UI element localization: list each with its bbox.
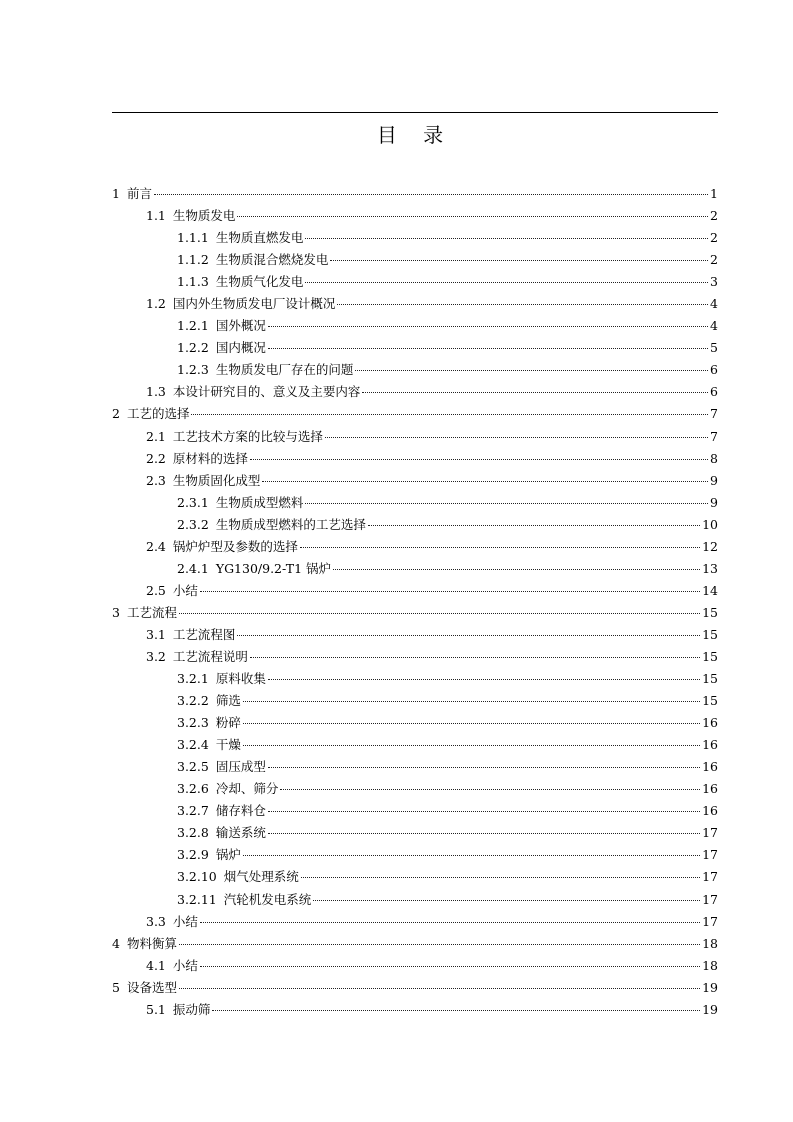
- toc-entry-page: 6: [710, 384, 718, 400]
- toc-dot-leader: [313, 900, 700, 901]
- toc-entry-title: 工艺技术方案的比较与选择: [172, 428, 323, 444]
- toc-entry-title: 粉碎: [215, 715, 241, 731]
- toc-title: 目 录: [376, 123, 454, 147]
- toc-entry-page: 7: [710, 406, 718, 422]
- toc-dot-leader: [200, 591, 700, 592]
- toc-entry-number: 2.3.1: [177, 494, 209, 510]
- toc-entry-title: YG130/9.2-T1 锅炉: [215, 560, 332, 576]
- toc-entry-number: 5.1: [146, 1001, 166, 1017]
- toc-dot-leader: [237, 635, 700, 636]
- toc-entry-number: 3.2.2: [177, 693, 209, 709]
- toc-entry[interactable]: [112, 844, 718, 866]
- toc-entry-page: 15: [702, 648, 718, 664]
- toc-entry[interactable]: [112, 536, 718, 558]
- toc-entry-title: 物料衡算: [126, 935, 177, 951]
- toc-entry-number: 3.2.10: [177, 869, 217, 885]
- toc-entry-number: 2.5: [146, 582, 166, 598]
- toc-entry[interactable]: [112, 359, 718, 381]
- toc-entry-number: 2.4: [146, 538, 166, 554]
- toc-entry-number: 3.2.9: [177, 847, 209, 863]
- toc-entry-page: 10: [702, 516, 718, 532]
- toc-entry[interactable]: [112, 911, 718, 933]
- toc-entry-page: 16: [702, 737, 718, 753]
- toc-entry[interactable]: [112, 183, 718, 205]
- toc-entry-title: 生物质固化成型: [172, 472, 261, 488]
- toc-entry-title: 固压成型: [215, 759, 266, 775]
- toc-entry[interactable]: [112, 227, 718, 249]
- toc-entry-number: 3.2.3: [177, 715, 209, 731]
- toc-entry-page: 4: [710, 318, 718, 334]
- toc-entry-page: 12: [702, 538, 718, 554]
- toc-entry-number: 2.4.1: [177, 560, 209, 576]
- toc-entry-page: 5: [710, 340, 718, 356]
- toc-entry-number: 3.1: [146, 626, 166, 642]
- toc-entry-title: 工艺流程说明: [172, 648, 248, 664]
- toc-entry-title: 小结: [172, 913, 198, 929]
- toc-entry[interactable]: [112, 690, 718, 712]
- toc-entry-number: 3.2: [146, 648, 166, 664]
- toc-entry[interactable]: [112, 866, 718, 888]
- toc-entry[interactable]: [112, 337, 718, 359]
- toc-entry[interactable]: [112, 955, 718, 977]
- toc-dot-leader: [243, 855, 700, 856]
- toc-entry[interactable]: [112, 448, 718, 470]
- toc-dot-leader: [268, 833, 700, 834]
- toc-dot-leader: [305, 238, 708, 239]
- toc-entry-title: 振动筛: [172, 1001, 211, 1017]
- toc-dot-leader: [191, 414, 708, 415]
- toc-entry-page: 1: [710, 186, 718, 201]
- toc-entry-number: 2.3.2: [177, 516, 209, 532]
- toc-entry[interactable]: [112, 977, 718, 999]
- toc-entry-page: 16: [702, 715, 718, 731]
- toc-dot-leader: [179, 988, 700, 989]
- toc-entry[interactable]: [112, 293, 718, 315]
- toc-entry-number: 3: [112, 604, 120, 620]
- toc-entry[interactable]: [112, 668, 718, 690]
- toc-entry-number: 1.2.2: [177, 340, 209, 356]
- toc-dot-leader: [305, 503, 708, 504]
- toc-dot-leader: [250, 459, 708, 460]
- toc-dot-leader: [280, 789, 700, 790]
- toc-dot-leader: [337, 304, 708, 305]
- toc-entry-number: 3.2.1: [177, 671, 209, 687]
- toc-entry[interactable]: [112, 249, 718, 271]
- toc-dot-leader: [268, 348, 708, 349]
- toc-entry-page: 18: [702, 957, 718, 973]
- toc-entry-number: 2.2: [146, 450, 166, 466]
- toc-entry-title: 原料收集: [215, 671, 266, 687]
- toc-entry-title: 小结: [172, 582, 198, 598]
- toc-entry[interactable]: [112, 580, 718, 602]
- toc-entry-title: 小结: [172, 957, 198, 973]
- toc-entry[interactable]: [112, 602, 718, 624]
- toc-dot-leader: [362, 392, 708, 393]
- toc-entry-title: 汽轮机发电系统: [223, 891, 312, 907]
- toc-entry-number: 1.3: [146, 384, 166, 400]
- toc-entry-title: 原材料的选择: [172, 450, 248, 466]
- toc-entry[interactable]: [112, 800, 718, 822]
- toc-entry-title: 干燥: [215, 737, 241, 753]
- toc-entry-number: 3.2.11: [177, 891, 217, 907]
- toc-entry[interactable]: [112, 470, 718, 492]
- toc-entry[interactable]: [112, 778, 718, 800]
- toc-entry-page: 17: [702, 825, 718, 841]
- toc-entry-number: 4.1: [146, 957, 166, 973]
- toc-entry-page: 17: [702, 869, 718, 885]
- toc-entry-page: 3: [710, 274, 718, 290]
- toc-dot-leader: [268, 679, 700, 680]
- toc-entry-page: 7: [710, 428, 718, 444]
- toc-entry[interactable]: [112, 271, 718, 293]
- toc-entry-number: 3.2.4: [177, 737, 209, 753]
- toc-entry-title: 国外概况: [215, 318, 266, 334]
- toc-entry-title: 筛选: [215, 693, 241, 709]
- toc-entry-number: 4: [112, 935, 120, 951]
- toc-entry-number: 5: [112, 979, 120, 995]
- toc-entry-number: 3.3: [146, 913, 166, 929]
- toc-entry[interactable]: [112, 999, 718, 1021]
- toc-dot-leader: [250, 657, 700, 658]
- toc-entry-number: 1.2.1: [177, 318, 209, 334]
- toc-entry-number: 2: [112, 406, 120, 422]
- toc-entry-page: 15: [702, 626, 718, 642]
- toc-dot-leader: [179, 944, 700, 945]
- toc-entry[interactable]: [112, 315, 718, 337]
- toc-entry-title: 冷却、筛分: [215, 781, 279, 797]
- toc-entry[interactable]: [112, 734, 718, 756]
- toc-entry-number: 3.2.5: [177, 759, 209, 775]
- toc-entry-title: 设备选型: [126, 979, 177, 995]
- toc-entry[interactable]: [112, 381, 718, 403]
- toc-entry-page: 6: [710, 362, 718, 378]
- toc-dot-leader: [325, 437, 708, 438]
- toc-entry[interactable]: [112, 756, 718, 778]
- toc-entry-page: 17: [702, 913, 718, 929]
- toc-entry-page: 16: [702, 781, 718, 797]
- toc-dot-leader: [243, 745, 700, 746]
- toc-entry[interactable]: [112, 822, 718, 844]
- toc-dot-leader: [268, 811, 700, 812]
- toc-entry-page: 18: [702, 935, 718, 951]
- toc-entry-number: 1.1: [146, 208, 166, 224]
- toc-dot-leader: [268, 767, 700, 768]
- toc-dot-leader: [212, 1010, 700, 1011]
- toc-entry[interactable]: [112, 624, 718, 646]
- toc-entry[interactable]: [112, 492, 718, 514]
- toc-dot-leader: [368, 525, 700, 526]
- toc-dot-leader: [243, 701, 700, 702]
- toc-dot-leader: [300, 547, 700, 548]
- toc-dot-leader: [179, 613, 700, 614]
- toc-entry-number: 2.3: [146, 472, 166, 488]
- toc-entry-number: 1.1.1: [177, 230, 209, 246]
- toc-entry-number: 3.2.8: [177, 825, 209, 841]
- toc-entry[interactable]: [112, 403, 718, 425]
- toc-entry-title: 输送系统: [215, 825, 266, 841]
- toc-entry-title: 本设计研究目的、意义及主要内容: [172, 384, 361, 400]
- toc-entry-title: 生物质发电: [172, 208, 236, 224]
- toc-entry-page: 2: [710, 252, 718, 268]
- toc-entry-title: 生物质发电厂存在的问题: [215, 362, 354, 378]
- toc-entry-page: 8: [710, 450, 718, 466]
- toc-entry-number: 3.2.6: [177, 781, 209, 797]
- toc-entry-page: 4: [710, 296, 718, 312]
- toc-entry-page: 14: [702, 582, 718, 598]
- toc-entry-title: 生物质成型燃料: [215, 494, 304, 510]
- toc-dot-leader: [333, 569, 700, 570]
- toc-entry-title: 国内概况: [215, 340, 266, 356]
- toc-entry-number: 1.1.2: [177, 252, 209, 268]
- toc-entry-page: 13: [702, 560, 718, 576]
- toc-dot-leader: [262, 481, 708, 482]
- toc-entry-number: 1.1.3: [177, 274, 209, 290]
- toc-entry[interactable]: [112, 646, 718, 668]
- toc-entry-title: 生物质混合燃烧发电: [215, 252, 329, 268]
- toc-entry-title: 生物质成型燃料的工艺选择: [215, 516, 366, 532]
- toc-entry-page: 19: [702, 1001, 718, 1017]
- toc-entry-title: 锅炉炉型及参数的选择: [172, 538, 298, 554]
- toc-entry-title: 国内外生物质发电厂设计概况: [172, 296, 336, 312]
- toc-entry-page: 17: [702, 891, 718, 907]
- toc-dot-leader: [200, 922, 700, 923]
- header-rule: [112, 112, 718, 113]
- toc-entry-number: 1: [112, 186, 120, 201]
- toc-entry-page: 15: [702, 671, 718, 687]
- toc-list: [112, 183, 718, 1021]
- toc-entry-title: 锅炉: [215, 847, 241, 863]
- toc-entry-number: 1.2.3: [177, 362, 209, 378]
- toc-dot-leader: [237, 216, 708, 217]
- toc-entry-title: 储存料仓: [215, 803, 266, 819]
- toc-entry-page: 17: [702, 847, 718, 863]
- toc-entry[interactable]: [112, 514, 718, 536]
- toc-entry-page: 16: [702, 759, 718, 775]
- toc-entry-title: 烟气处理系统: [223, 869, 299, 885]
- toc-dot-leader: [154, 194, 708, 195]
- toc-entry-title: 生物质直燃发电: [215, 230, 304, 246]
- toc-entry-number: 3.2.7: [177, 803, 209, 819]
- toc-dot-leader: [268, 326, 708, 327]
- toc-entry-page: 15: [702, 693, 718, 709]
- toc-entry[interactable]: [112, 426, 718, 448]
- toc-entry[interactable]: [112, 933, 718, 955]
- toc-entry-page: 15: [702, 604, 718, 620]
- toc-dot-leader: [305, 282, 708, 283]
- toc-dot-leader: [301, 877, 700, 878]
- toc-dot-leader: [330, 260, 708, 261]
- toc-entry-page: 9: [710, 472, 718, 488]
- toc-entry[interactable]: [112, 558, 718, 580]
- toc-entry[interactable]: [112, 889, 718, 911]
- toc-entry-number: 2.1: [146, 428, 166, 444]
- toc-entry[interactable]: [112, 205, 718, 227]
- toc-entry-title: 生物质气化发电: [215, 274, 304, 290]
- toc-dot-leader: [200, 966, 700, 967]
- toc-entry-title: 工艺流程: [126, 604, 177, 620]
- toc-entry-page: 2: [710, 208, 718, 224]
- toc-entry-title: 工艺的选择: [126, 406, 190, 422]
- toc-entry[interactable]: [112, 712, 718, 734]
- toc-dot-leader: [243, 723, 700, 724]
- toc-entry-title: 前言: [126, 186, 152, 201]
- toc-entry-page: 16: [702, 803, 718, 819]
- toc-dot-leader: [355, 370, 708, 371]
- toc-entry-page: 2: [710, 230, 718, 246]
- toc-entry-title: 工艺流程图: [172, 626, 236, 642]
- toc-entry-number: 1.2: [146, 296, 166, 312]
- toc-entry-page: 9: [710, 494, 718, 510]
- toc-entry-page: 19: [702, 979, 718, 995]
